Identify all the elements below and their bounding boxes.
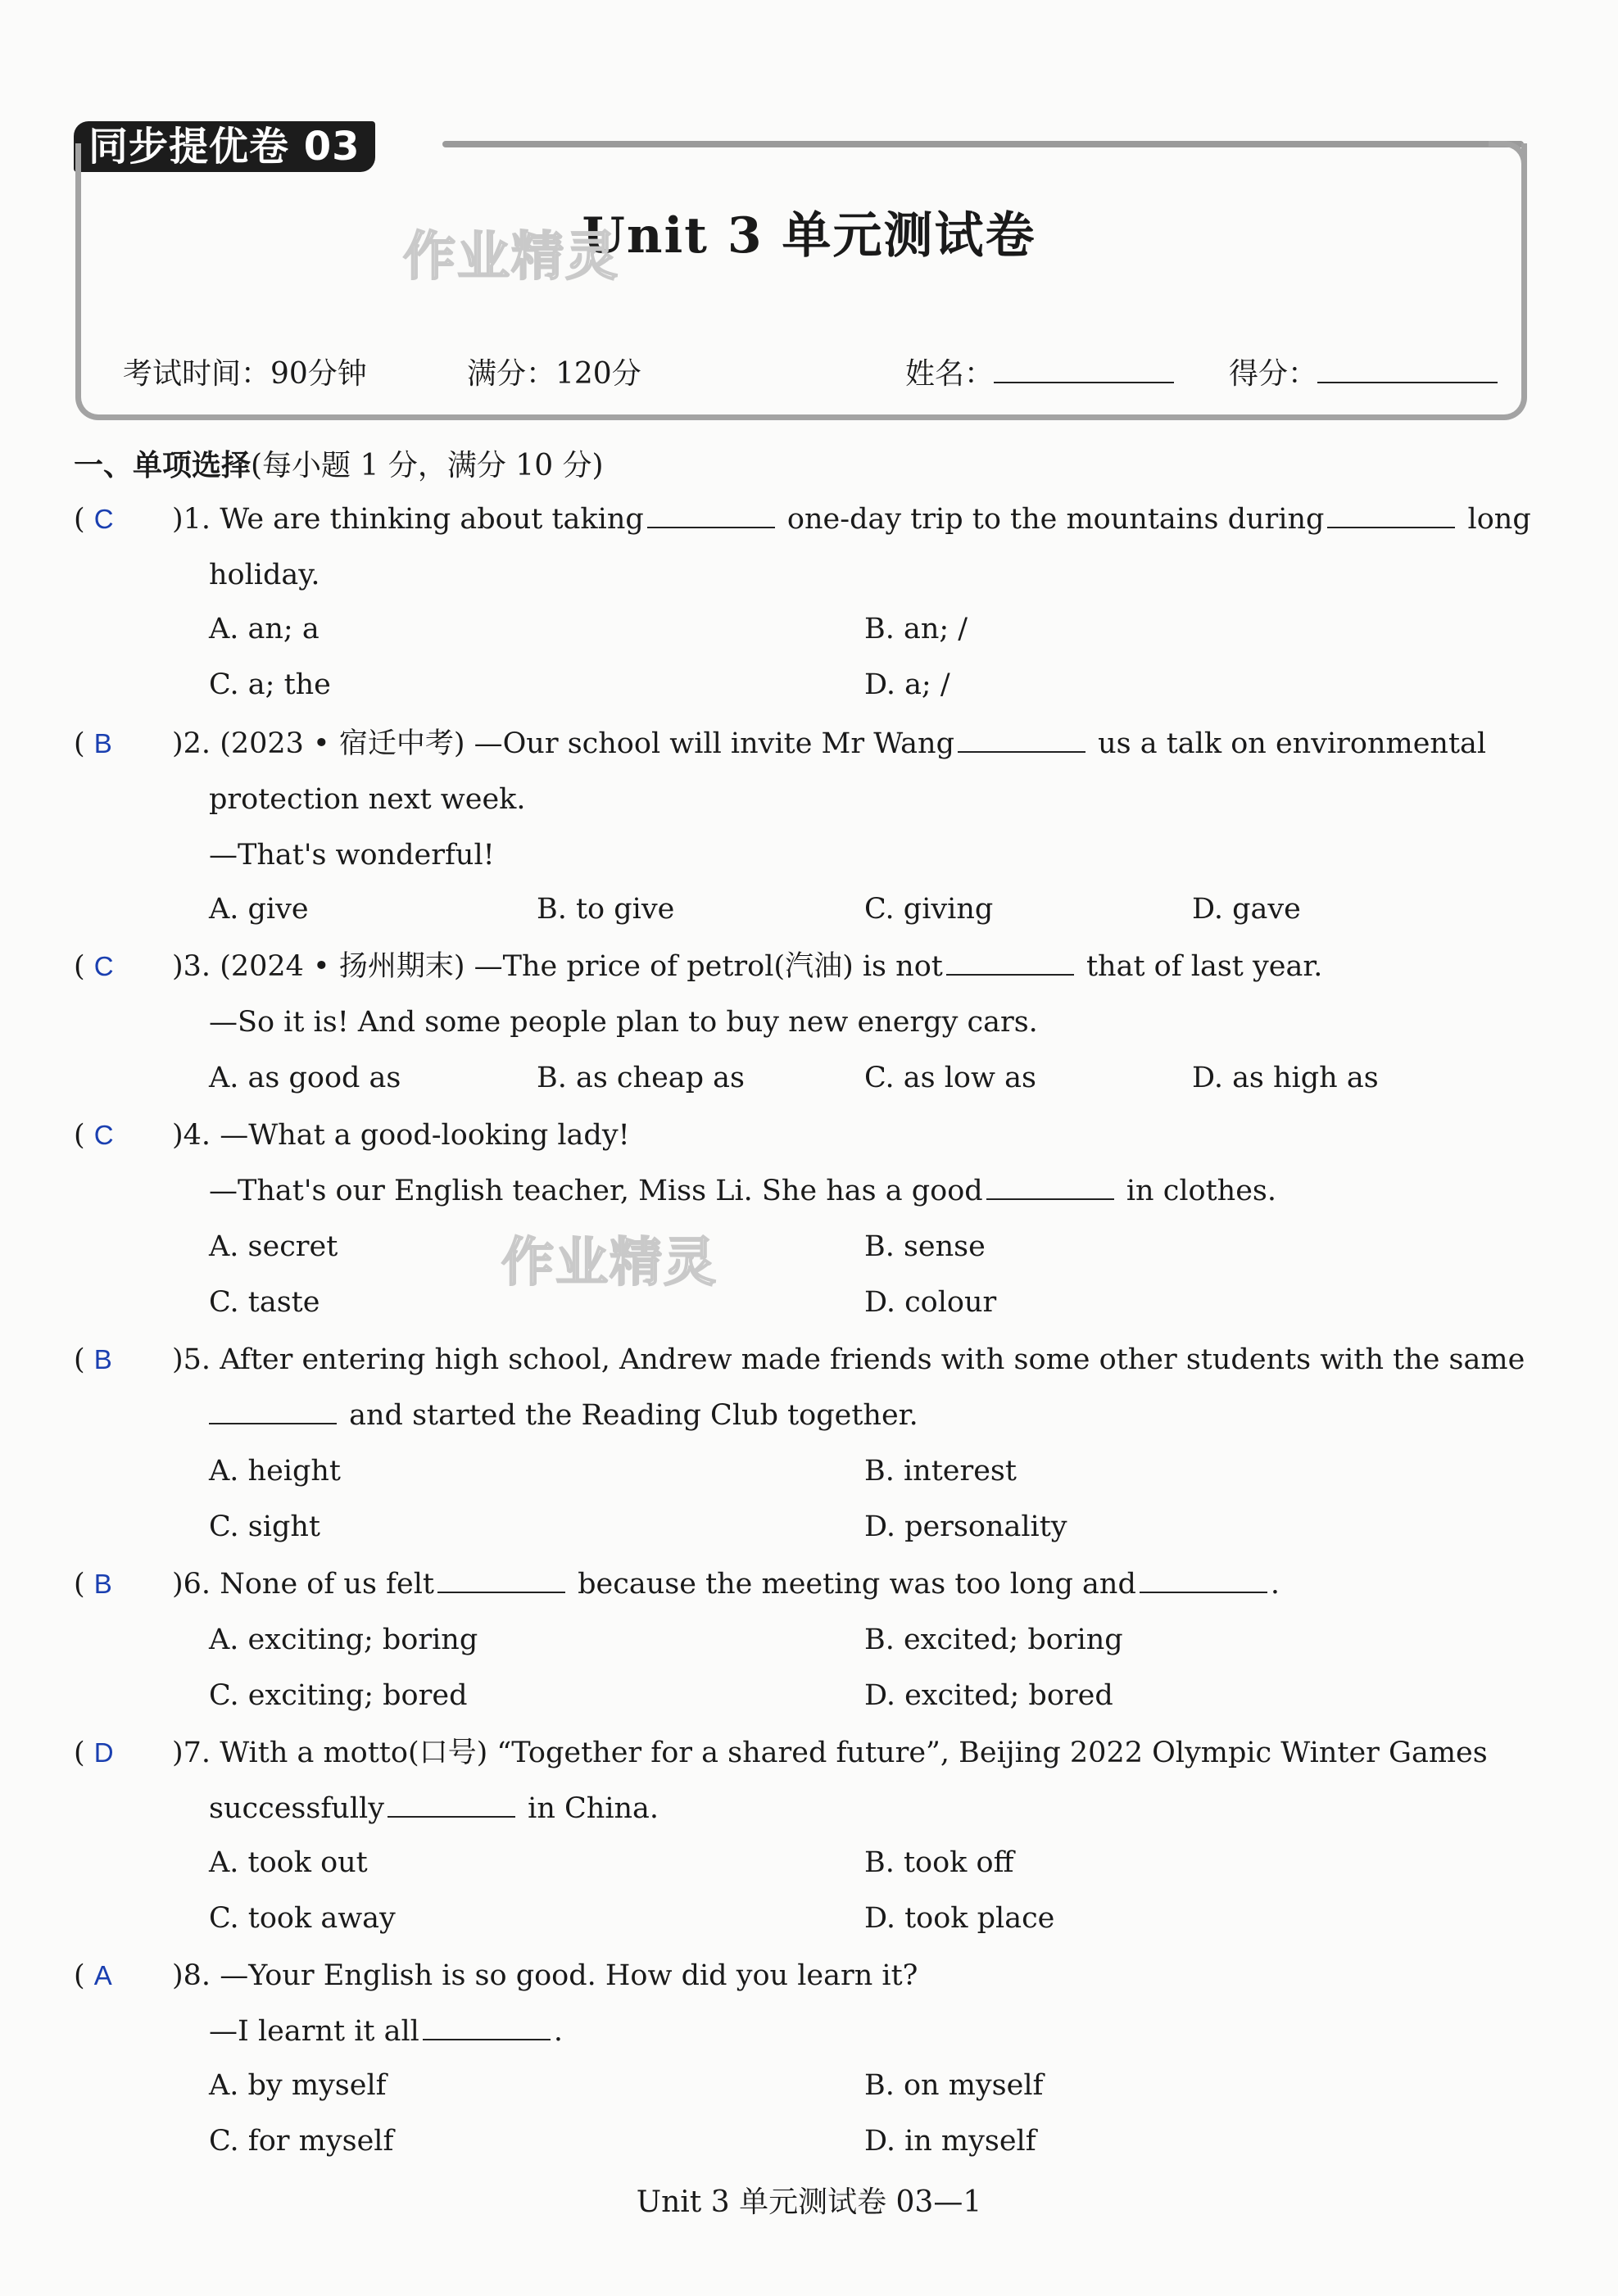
question-7-line-1: )7. With a motto(口号) “Together for a shared future”, Beijing 2022 Olympic Winter Games — [172, 1737, 1488, 1769]
question-number: )5. — [172, 1343, 211, 1376]
answer-7: D — [93, 1737, 114, 1768]
option: A. an; a — [209, 613, 320, 645]
question-3-line-1: )3. (2024 • 扬州期末) —The price of petrol(汽油) is not that of last year. — [172, 950, 1323, 983]
question-8-line-1: )8. —Your English is so good. How did you learn it? — [172, 1959, 918, 1992]
watermark-body: 作业精灵 — [501, 1233, 718, 1293]
answer-8: A — [93, 1960, 112, 1990]
option: C. took away — [209, 1902, 396, 1935]
answer-blank — [986, 1174, 1114, 1200]
option: D. took place — [864, 1902, 1055, 1935]
option: C. as low as — [864, 1062, 1036, 1094]
question-4-line-1: )4. —What a good-looking lady! — [172, 1119, 630, 1152]
option: A. height — [209, 1455, 341, 1488]
watermark-header: 作业精灵 — [403, 227, 619, 288]
answer-blank — [209, 1398, 337, 1424]
option: D. personality — [864, 1510, 1067, 1543]
answer-blank — [958, 727, 1085, 753]
answer-bracket-5: ( B — [74, 1343, 112, 1376]
question-number: )4. — [172, 1119, 211, 1152]
section-heading — [74, 442, 604, 484]
option: B. as cheap as — [537, 1062, 746, 1094]
answer-2: B — [93, 728, 112, 759]
answer-5: B — [93, 1344, 112, 1374]
full-score: 满分：120分 — [467, 357, 641, 391]
answer-bracket-8: ( A — [74, 1959, 112, 1992]
answer-bracket-4: ( C — [74, 1119, 114, 1152]
question-number: )2. — [172, 727, 211, 760]
answer-bracket-2: ( B — [74, 727, 112, 760]
option: A. as good as — [209, 1062, 401, 1094]
question-2-line-1: )2. (2023 • 宿迁中考) —Our school will invite Mr Wang us a talk on environmental — [172, 727, 1487, 760]
answer-4: C — [93, 1120, 114, 1150]
answer-blank — [1327, 502, 1455, 528]
exam-time: 考试时间：90分钟 — [123, 357, 367, 391]
option: D. colour — [864, 1286, 997, 1319]
question-number: )3. — [172, 950, 211, 983]
answer-bracket-6: ( B — [74, 1568, 112, 1601]
answer-bracket-7: ( D — [74, 1737, 114, 1769]
answer-blank — [388, 1791, 515, 1818]
page-footer: Unit 3 单元测试卷 03—1 — [636, 2185, 982, 2219]
question-number: )6. — [172, 1568, 211, 1601]
question-2-line-2: protection next week. — [209, 783, 526, 816]
option: B. excited; boring — [864, 1624, 1123, 1656]
answer-blank — [423, 2014, 551, 2040]
option: C. exciting; bored — [209, 1679, 468, 1712]
answer-1: C — [93, 504, 114, 534]
question-number: )8. — [172, 1959, 211, 1992]
option: B. to give — [537, 893, 675, 926]
option: C. sight — [209, 1510, 320, 1543]
option: D. excited; bored — [864, 1679, 1113, 1712]
question-7-line-2: successfully in China. — [209, 1792, 659, 1825]
answer-bracket-3: ( C — [74, 950, 114, 983]
option: D. in myself — [864, 2125, 1036, 2158]
option: B. sense — [864, 1230, 986, 1263]
paper-badge: 同步提优卷 03 — [74, 121, 375, 172]
section-note: (每小题 1 分，满分 10 分) — [251, 449, 604, 482]
question-1-line-1: )1. We are thinking about taking one-day trip to the mountains during long — [172, 503, 1531, 536]
option: C. for myself — [209, 2125, 394, 2158]
option: C. taste — [209, 1286, 320, 1319]
option: D. gave — [1192, 893, 1301, 926]
answer-blank — [1140, 1567, 1267, 1593]
option: D. a; / — [864, 668, 950, 701]
answer-6: B — [93, 1569, 112, 1599]
question-3-line-2: —So it is! And some people plan to buy new energy cars. — [209, 1006, 1038, 1039]
question-5-line-1: )5. After entering high school, Andrew made friends with some other students with the same — [172, 1343, 1525, 1376]
question-4-line-2: —That's our English teacher, Miss Li. She has a good in clothes. — [209, 1175, 1276, 1207]
question-number: )7. — [172, 1737, 211, 1769]
score-blank[interactable] — [1317, 357, 1498, 383]
option: C. a; the — [209, 668, 331, 701]
question-8-line-2: —I learnt it all . — [209, 2015, 563, 2048]
answer-blank — [647, 502, 775, 528]
question-6-line-1: )6. None of us felt because the meeting was too long and . — [172, 1568, 1280, 1601]
option: B. interest — [864, 1455, 1017, 1488]
answer-3: C — [93, 951, 114, 981]
option: B. took off — [864, 1846, 1014, 1879]
option: A. secret — [209, 1230, 338, 1263]
name-blank[interactable] — [994, 357, 1174, 383]
score-field — [1229, 351, 1498, 392]
option: A. by myself — [209, 2069, 387, 2102]
answer-blank — [946, 949, 1074, 976]
question-5-line-2: and started the Reading Club together. — [209, 1397, 918, 1433]
question-2-line-3: —That's wonderful! — [209, 839, 495, 872]
question-number: )1. — [172, 503, 211, 536]
option: A. give — [209, 893, 309, 926]
score-label: 得分： — [1229, 357, 1318, 391]
answer-blank — [437, 1567, 565, 1593]
question-1-line-2: holiday. — [209, 559, 320, 591]
option: A. took out — [209, 1846, 368, 1879]
option: B. an; / — [864, 613, 968, 645]
name-field — [905, 351, 1174, 392]
answer-bracket-1: ( C — [74, 503, 114, 536]
name-label: 姓名： — [905, 357, 995, 391]
option: B. on myself — [864, 2069, 1044, 2102]
option: D. as high as — [1192, 1062, 1379, 1094]
section-title: 一、单项选择 — [74, 448, 252, 482]
page-title: Unit 3 单元测试卷 — [582, 207, 1036, 265]
option: A. exciting; boring — [209, 1624, 478, 1656]
option: C. giving — [864, 893, 994, 926]
